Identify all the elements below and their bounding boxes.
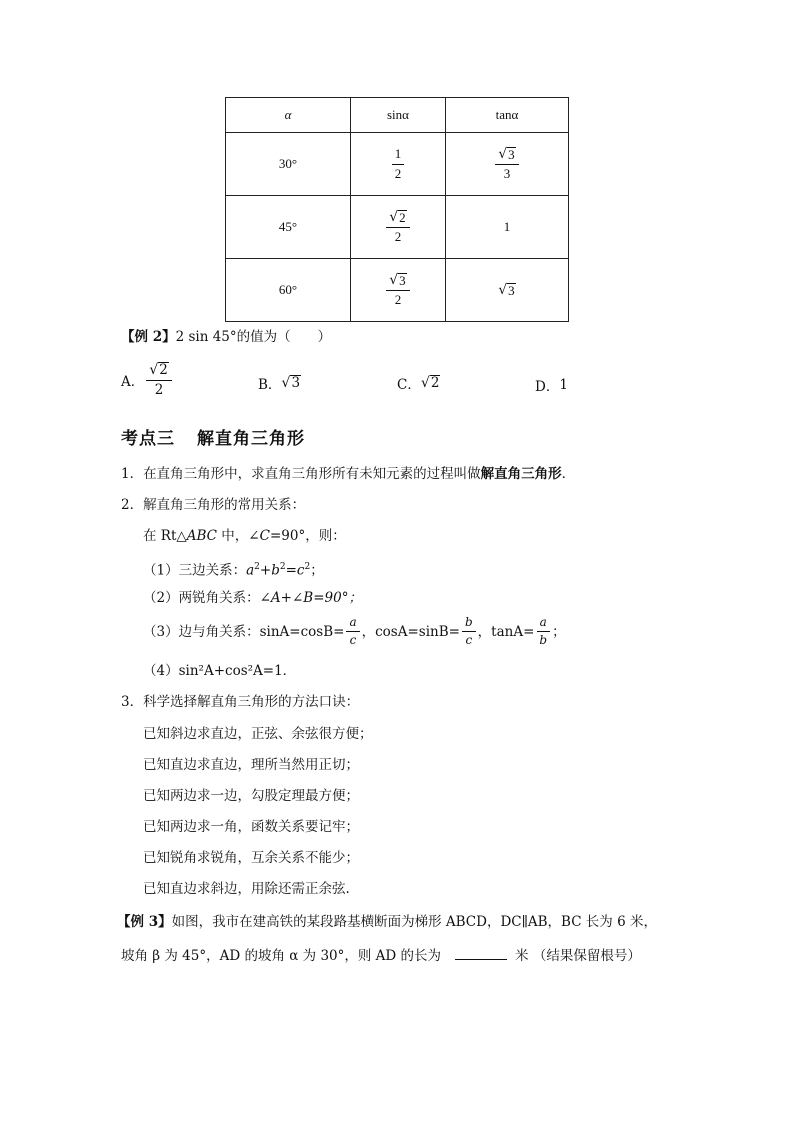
- section-heading: [121, 424, 305, 449]
- fraction: √ 2 2: [146, 362, 172, 398]
- sqrt-expression: √ 2: [149, 362, 168, 378]
- relation-2: [143, 588, 362, 608]
- mnemonic-line: 已知两边求一角，函数关系要记牢；: [143, 819, 359, 835]
- example3-text-2: 坡角 β 为 45°，AD 的坡角 α 为 30°，则 AD 的长为: [121, 948, 442, 964]
- intro-part: =90°，则：: [269, 528, 346, 544]
- point-1-term: 解直角三角形: [480, 466, 562, 482]
- point-2: 2．解直角三角形的常用关系：: [121, 497, 306, 513]
- intro-part: 在 Rt△: [143, 528, 187, 544]
- sqrt-expression: √ 2: [389, 209, 406, 226]
- relation-4: [143, 661, 296, 681]
- sin-cell: [351, 133, 446, 196]
- mnemonic-line: 已知两边求一边，勾股定理最方便；: [143, 788, 359, 804]
- option-b[interactable]: [258, 373, 301, 393]
- example3-label: 【例 3】: [117, 914, 172, 930]
- relation-label: （2）两锐角关系：: [143, 590, 260, 606]
- example2-text: 2 sin 45°的值为（ ）: [175, 329, 332, 345]
- sqrt-expression: √ 3: [389, 272, 406, 289]
- option-c[interactable]: [397, 373, 440, 393]
- fraction: √ 3 3: [495, 147, 518, 181]
- example3-text-3: 米 （结果保留根号）: [515, 948, 641, 964]
- relation-4-text: sin²A+cos²A=1．: [178, 663, 297, 679]
- angle-cell: 60°: [226, 259, 351, 322]
- option-value: [281, 375, 301, 391]
- option-a[interactable]: [121, 362, 174, 398]
- trig-values-table: [225, 97, 569, 322]
- option-d[interactable]: [535, 375, 568, 395]
- heading-title: 解直角三角形: [197, 429, 305, 449]
- table-row: [226, 196, 569, 259]
- table-row: [226, 259, 569, 322]
- header-alpha: α: [226, 98, 351, 133]
- fraction: √ 3 2: [386, 273, 409, 307]
- fraction-a-over-c: $\frac{a}{c}$: [346, 616, 359, 647]
- table-header-row: [226, 98, 569, 133]
- point-1-end: ．: [561, 466, 576, 482]
- fraction-a-over-b: $\frac{a}{b}$: [536, 616, 550, 647]
- point-1: [121, 464, 575, 484]
- sqrt-expression: √ 2: [420, 375, 440, 391]
- option-letter: C．: [397, 377, 421, 393]
- relation-2-text: ∠A+∠B=90°；: [259, 590, 362, 606]
- example2-question: [121, 327, 331, 347]
- option-value: [421, 375, 441, 391]
- example2-label: 【例 2】: [121, 329, 176, 345]
- option-letter: A．: [121, 373, 145, 390]
- relation-3-end: ；: [552, 623, 566, 640]
- tan-cell: [446, 133, 569, 196]
- header-sin: sinα: [351, 98, 446, 133]
- fraction: √ 2 2: [386, 210, 409, 244]
- table-row: [226, 133, 569, 196]
- mnemonic-line: 已知直边求直边，理所当然用正切；: [143, 757, 359, 773]
- relation-3-tan: ，tanA=: [477, 623, 535, 640]
- fraction: $\frac{1}{2}$: [392, 147, 405, 181]
- option-letter: D．: [535, 379, 560, 395]
- point-3: 3．科学选择解直角三角形的方法口诀：: [121, 694, 360, 710]
- sqrt-expression: √ 3: [498, 146, 515, 163]
- angle-cell: 30°: [226, 133, 351, 196]
- header-tan: tanα: [446, 98, 569, 133]
- example3-text-1: 如图，我市在建高铁的某段路基横断面为梯形 ABCD，DC∥AB，BC 长为 6 米，: [171, 914, 657, 930]
- relation-3: [143, 616, 566, 647]
- relation-label: （3）边与角关系：: [143, 623, 260, 640]
- relation-label: （1）三边关系：: [143, 562, 247, 579]
- mnemonic-line: 已知锐角求锐角，互余关系不能少；: [143, 850, 359, 866]
- intro-part: 中，∠: [217, 528, 260, 544]
- sqrt-expression: √ 3: [281, 375, 301, 391]
- example3-line2: [121, 945, 641, 966]
- point-2-intro: [143, 526, 346, 546]
- mnemonic-line: 已知斜边求直边，正弦、余弦很方便；: [143, 726, 373, 742]
- intro-abc: ABC: [186, 528, 218, 544]
- example3-line1: [117, 912, 657, 932]
- sqrt-expression: √ 3: [498, 282, 515, 299]
- sin-cell: [351, 259, 446, 322]
- relation-3-cos: ，cosA=sinB=: [361, 623, 460, 640]
- relation-3-sin: sinA=cosB=: [259, 623, 345, 640]
- relation-1: （1）三边关系：$a^2+b^2=c^2$；: [143, 562, 324, 579]
- fraction-b-over-c: $\frac{b}{c}$: [462, 616, 476, 647]
- tan-cell: [446, 259, 569, 322]
- point-1-text: 1．在直角三角形中，求直角三角形所有未知元素的过程叫做: [121, 466, 481, 482]
- heading-prefix: 考点三: [121, 429, 175, 449]
- sin-cell: [351, 196, 446, 259]
- option-value: 1: [559, 377, 568, 393]
- option-letter: B．: [258, 377, 282, 393]
- relation-label: （4）: [143, 663, 179, 679]
- tan-cell: 1: [446, 196, 569, 259]
- option-value: [144, 362, 174, 398]
- mnemonic-line: 已知直边求斜边，用除还需正余弦.: [143, 881, 350, 897]
- intro-c: C: [259, 528, 270, 544]
- answer-blank[interactable]: [455, 945, 507, 960]
- angle-cell: 45°: [226, 196, 351, 259]
